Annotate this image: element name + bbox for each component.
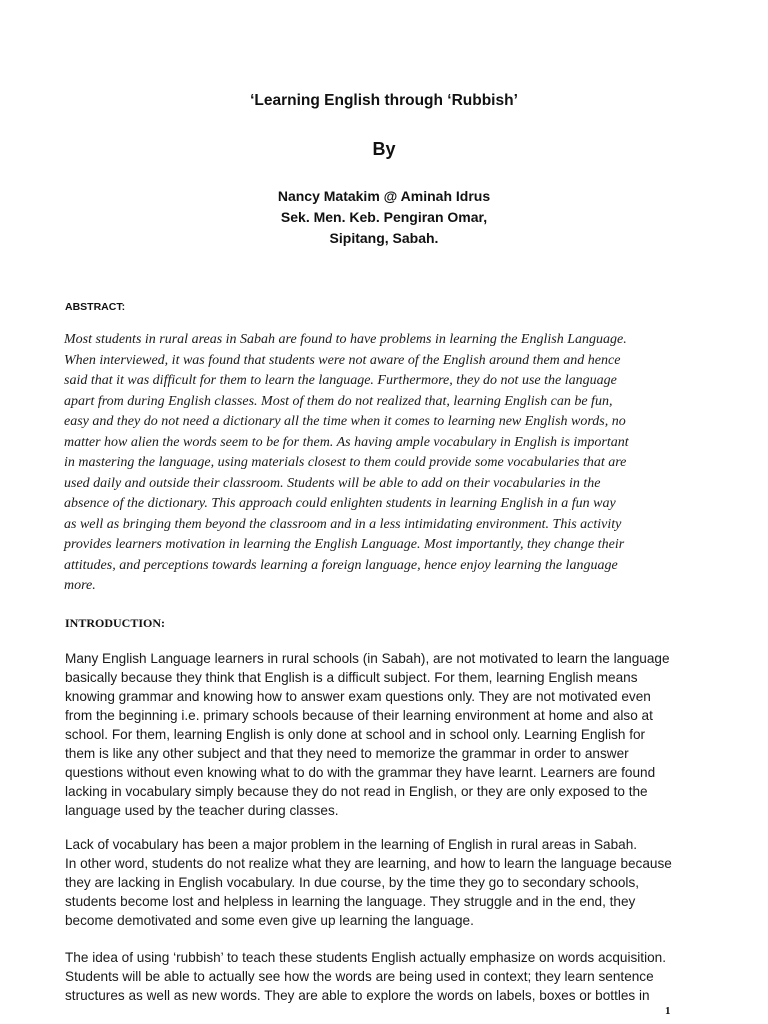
- document-title: ‘Learning English through ‘Rubbish’: [250, 92, 518, 109]
- paragraph-line: language used by the teacher during classes.: [65, 803, 339, 818]
- abstract-line: When interviewed, it was found that students were not aware of the English around them and hence: [64, 352, 621, 368]
- introduction-heading: INTRODUCTION:: [65, 616, 166, 630]
- paragraph-line: school. For them, learning English is only done at school and in school only. Learning English for: [65, 727, 646, 742]
- paragraph-line: structures as well as new words. They are able to explore the words on labels, boxes or bottles in: [65, 988, 650, 1003]
- paragraph-line: Many English Language learners in rural schools (in Sabah), are not motivated to learn the language: [65, 651, 670, 666]
- paragraph-line: The idea of using ‘rubbish’ to teach these students English actually emphasize on words acquisition.: [65, 950, 666, 965]
- intro-paragraph-2: [65, 835, 725, 930]
- abstract-line: used daily and outside their classroom. Students will be able to add on their vocabularies in the: [64, 475, 601, 491]
- abstract-line: Most students in rural areas in Sabah are found to have problems in learning the English Language.: [64, 332, 627, 347]
- abstract-line: absence of the dictionary. This approach could enlighten students in learning English in a fun way: [64, 496, 616, 511]
- paragraph-line: they are lacking in English vocabulary. In due course, by the time they go to secondary schools,: [65, 875, 640, 890]
- author-block: [0, 186, 768, 249]
- paragraph-line: lacking in vocabulary simply because they do not read in English, or they are only exposed to the: [65, 784, 648, 799]
- page-number: 1: [665, 1005, 671, 1017]
- abstract-body: [64, 330, 724, 597]
- intro-paragraph-1: [65, 649, 725, 820]
- paragraph-line: students become lost and helpless in learning the language. They struggle and in the end, they: [65, 894, 636, 909]
- paragraph-line: them is like any other subject and that they need to memorize the grammar in order to answer: [65, 746, 629, 761]
- abstract-line: in mastering the language, using materials closest to them could provide some vocabularies that are: [64, 455, 627, 470]
- author-school: Sek. Men. Keb. Pengiran Omar,: [280, 209, 488, 225]
- abstract-line: apart from during English classes. Most of them do not realized that, learning English can be fun,: [64, 393, 613, 409]
- abstract-line: said that it was difficult for them to learn the language. Furthermore, they do not use the language: [64, 373, 617, 388]
- by-label: By: [372, 139, 396, 159]
- paragraph-line: become demotivated and some even give up learning the language.: [65, 913, 474, 928]
- abstract-line: as well as bringing them beyond the classroom and in a less intimidating environment. This activity: [64, 516, 622, 532]
- abstract-line: provides learners motivation in learning the English Language. Most importantly, they change their: [64, 537, 625, 552]
- paragraph-line: Lack of vocabulary has been a major problem in the learning of English in rural areas in Sabah.: [65, 837, 638, 852]
- paragraph-line: Students will be able to actually see how the words are being used in context; they learn sentence: [65, 969, 654, 984]
- paragraph-line: from the beginning i.e. primary schools because of their learning environment at home and also at: [65, 708, 653, 723]
- abstract-heading: ABSTRACT:: [65, 301, 126, 313]
- paragraph-line: basically because they think that English is a difficult subject. For them, learning English means: [65, 670, 638, 685]
- paragraph-line: In other word, students do not realize what they are learning, and how to learn the language because: [65, 856, 672, 871]
- paragraph-line: questions without even knowing what to do with the grammar they have learnt. Learners are found: [65, 765, 656, 780]
- abstract-line: more.: [64, 578, 96, 593]
- abstract-line: matter how alien the words seem to be for them. As having ample vocabulary in English is important: [64, 434, 629, 450]
- author-location: Sipitang, Sabah.: [329, 230, 439, 246]
- paragraph-line: knowing grammar and knowing how to answer exam questions only. They are not motivated even: [65, 689, 651, 704]
- author-name: Nancy Matakim @ Aminah Idrus: [277, 188, 491, 204]
- abstract-line: easy and they do not need a dictionary all the time when it comes to learning new English words, no: [64, 414, 626, 429]
- intro-paragraph-3: [65, 948, 725, 1005]
- abstract-line: attitudes, and perceptions towards learning a foreign language, hence enjoy learning the language: [64, 557, 618, 573]
